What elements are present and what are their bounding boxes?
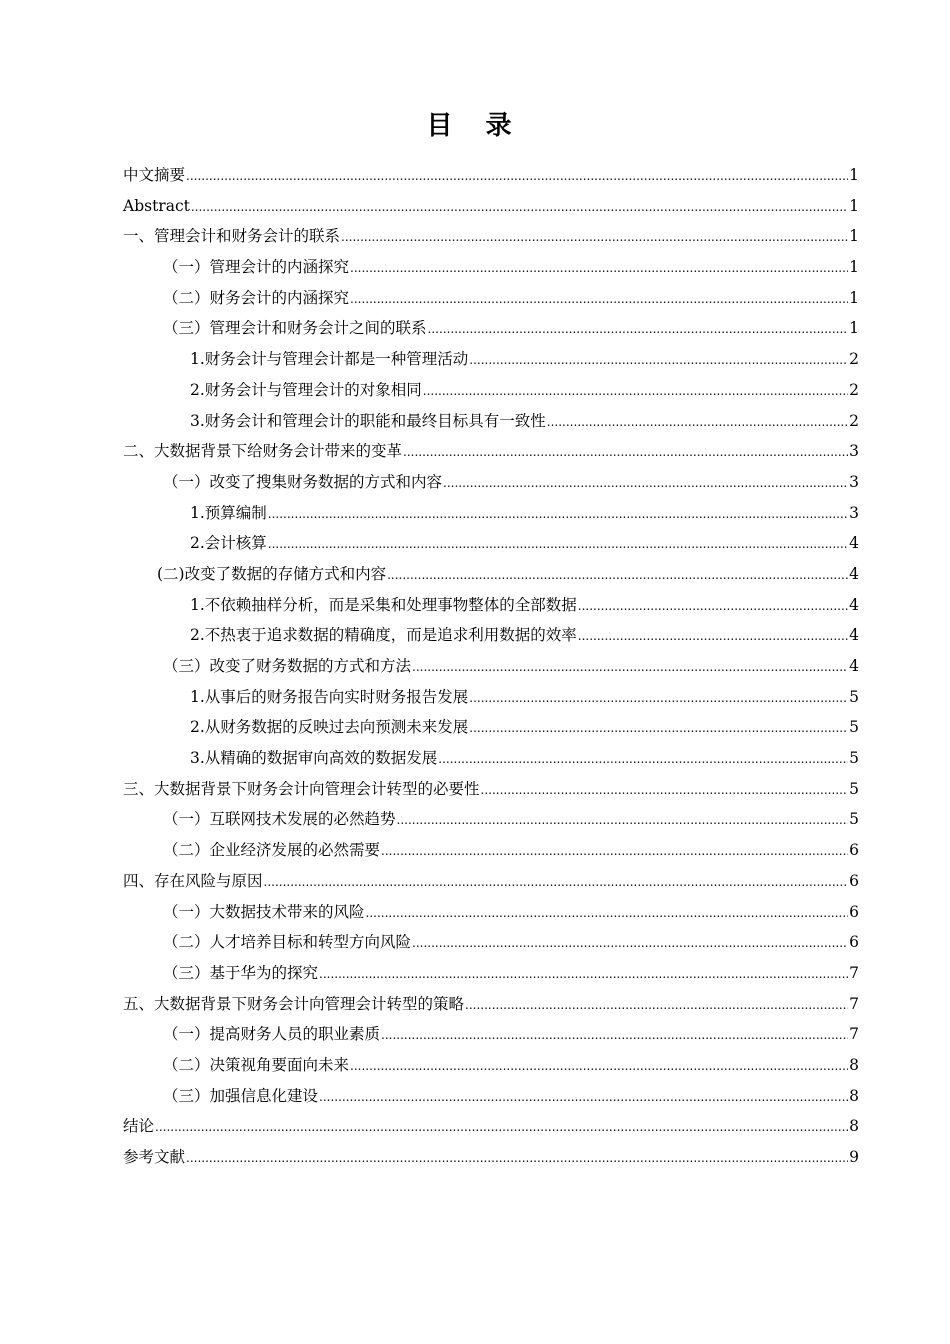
toc-leader-dots [465,990,848,1021]
toc-entry-text: 3.从精确的数据审向高效的数据发展 [190,749,438,768]
toc-leader-dots [341,222,848,253]
toc-entry[interactable] [123,436,859,467]
toc-entry[interactable] [123,498,859,529]
toc-entry-text: 3.财务会计和管理会计的职能和最终目标具有一致性 [190,411,546,430]
toc-entry-text: (二)改变了数据的存储方式和内容 [157,564,387,583]
toc-entry[interactable] [123,958,859,989]
toc-page-number: 1 [849,196,859,215]
toc-entry-text: 参考文献 [123,1148,186,1166]
toc-page-number: 4 [849,595,859,614]
toc-page-number: 5 [849,687,859,706]
toc-page-number: 6 [849,933,859,952]
toc-entry[interactable] [123,897,859,928]
toc-entry[interactable] [123,221,859,252]
toc-entry[interactable] [123,774,859,805]
toc-entry-text: 二、大数据背景下给财务会计带来的变革 [123,442,403,461]
toc-leader-dots [469,683,848,714]
toc-entry[interactable] [123,191,859,222]
toc-leader-dots [350,253,848,284]
toc-entry[interactable] [123,1142,859,1173]
toc-title: 目 录 [426,111,524,141]
toc-entry[interactable] [123,313,859,344]
toc-entry-text: 2.不热衷于追求数据的精确度，而是追求利用数据的效率 [190,626,577,645]
toc-page-number: 3 [849,503,859,522]
toc-entry-text: （二）财务会计的内涵探究 [163,288,350,307]
toc-page-number: 1 [849,288,859,307]
toc-entry-text: 三、大数据背景下财务会计向管理会计转型的必要性 [123,779,480,798]
toc-leader-dots [319,959,848,990]
toc-page-number: 2 [849,350,859,369]
toc-entry-text: 中文摘要 [123,166,186,184]
toc-entry-text: （一）管理会计的内涵探究 [163,258,350,277]
toc-entry-text: （三）改变了财务数据的方式和方法 [163,657,412,675]
toc-entry[interactable] [123,1050,859,1081]
toc-page-number: 6 [849,841,859,860]
toc-entry-text: 2.从财务数据的反映过去向预测未来发展 [190,718,469,737]
toc-leader-dots [469,345,848,376]
toc-leader-dots [387,560,848,591]
toc-page-number: 8 [849,1055,859,1074]
toc-entry-text: 1.预算编制 [190,503,267,522]
toc-entry[interactable] [123,1111,859,1142]
toc-page-number: 9 [849,1148,859,1166]
toc-entry-text: 2.财务会计与管理会计的对象相同 [190,380,422,399]
toc-page-number: 7 [849,994,859,1013]
toc-entry-text: 五、大数据背景下财务会计向管理会计转型的策略 [123,994,465,1013]
toc-entry-text: （三）基于华为的探究 [163,963,319,982]
toc-leader-dots [186,1143,848,1174]
toc-leader-dots [469,713,848,744]
toc-entry-text: （二）决策视角要面向未来 [163,1055,350,1074]
toc-entry-text: （二）人才培养目标和转型方向风险 [163,933,412,952]
toc-entry[interactable] [123,252,859,283]
toc-leader-dots [381,836,848,867]
toc-entry[interactable] [123,467,859,498]
toc-leader-dots [319,1082,848,1113]
toc-page-number: 6 [849,902,859,921]
toc-leader-dots [366,898,849,929]
toc-entry-text: Abstract [123,196,190,215]
toc-entry-text: 一、管理会计和财务会计的联系 [123,227,341,246]
toc-entry[interactable] [123,1081,859,1112]
toc-entry[interactable] [123,866,859,897]
toc-leader-dots [186,161,848,192]
toc-page-number: 3 [849,472,859,491]
toc-leader-dots [578,591,848,622]
toc-leader-dots [428,314,849,345]
toc-entry[interactable] [123,559,859,590]
toc-leader-dots [381,1020,848,1051]
toc-page-number: 1 [849,166,859,184]
toc-entry[interactable] [123,406,859,437]
toc-leader-dots [443,468,848,499]
toc-entry[interactable] [123,835,859,866]
toc-page-number: 2 [849,380,859,399]
toc-page-number: 5 [849,810,859,829]
toc-entry[interactable] [123,344,859,375]
toc-leader-dots [155,1112,848,1143]
toc-leader-dots [350,284,848,315]
toc-page-number: 2 [849,411,859,430]
toc-page-number: 4 [849,564,859,583]
toc-entry-text: 四、存在风险与原因 [123,871,263,890]
toc-entry-text: 1.从事后的财务报告向实时财务报告发展 [190,687,469,706]
toc-page-number: 5 [849,779,859,798]
toc-page-number: 3 [849,442,859,461]
toc-entry[interactable] [123,682,859,713]
toc-entry-text: 1.不依赖抽样分析，而是采集和处理事物整体的全部数据 [190,595,577,614]
toc-leader-dots [412,652,848,683]
toc-entry-text: （一）提高财务人员的职业素质 [163,1025,381,1044]
toc-entry[interactable] [123,1019,859,1050]
toc-entry[interactable] [123,590,859,621]
toc-entry-text: （一）改变了搜集财务数据的方式和内容 [163,472,443,491]
toc-entry-text: 结论 [123,1117,155,1136]
toc-page-number: 6 [849,871,859,890]
toc-page-number: 1 [849,258,859,277]
toc-leader-dots [264,867,849,898]
toc-leader-dots [397,805,849,836]
toc-page-number: 1 [849,227,859,246]
toc-leader-dots [578,621,848,652]
toc-entry-text: 2.会计核算 [190,534,267,553]
toc-leader-dots [268,499,848,530]
toc-entry-text: （三）管理会计和财务会计之间的联系 [163,319,427,338]
toc-leader-dots [481,775,849,806]
toc-leader-dots [547,407,848,438]
toc-entry-text: （一）大数据技术带来的风险 [163,902,365,921]
toc-page-number: 7 [849,1025,859,1044]
toc-page-number: 8 [849,1086,859,1105]
toc-page-number: 8 [849,1117,859,1136]
toc-entry-text: （二）企业经济发展的必然需要 [163,841,381,860]
toc-page-number: 1 [849,319,859,338]
toc-entry-text: （三）加强信息化建设 [163,1086,319,1105]
toc-leader-dots [191,192,848,223]
toc-page-number: 4 [849,657,859,675]
toc-page-number: 5 [849,749,859,768]
toc-entry-text: 1.财务会计与管理会计都是一种管理活动 [190,350,469,369]
toc-leader-dots [403,437,848,468]
toc-entry-text: （一）互联网技术发展的必然趋势 [163,810,396,829]
toc-page-number: 5 [849,718,859,737]
toc-entry[interactable] [123,528,859,559]
toc-list [123,160,859,1173]
toc-leader-dots [350,1051,848,1082]
toc-leader-dots [412,928,848,959]
toc-leader-dots [268,529,848,560]
toc-entry[interactable] [123,743,859,774]
toc-entry[interactable] [123,651,859,682]
toc-entry[interactable] [123,804,859,835]
toc-entry[interactable] [123,712,859,743]
toc-entry[interactable] [123,160,859,191]
toc-leader-dots [423,376,848,407]
toc-page-number: 4 [849,626,859,645]
toc-page-number: 4 [849,534,859,553]
toc-entry[interactable] [123,283,859,314]
toc-entry[interactable] [123,620,859,651]
toc-entry[interactable] [123,989,859,1020]
toc-leader-dots [438,744,848,775]
toc-entry[interactable] [123,375,859,406]
toc-page-number: 7 [849,963,859,982]
toc-entry[interactable] [123,927,859,958]
